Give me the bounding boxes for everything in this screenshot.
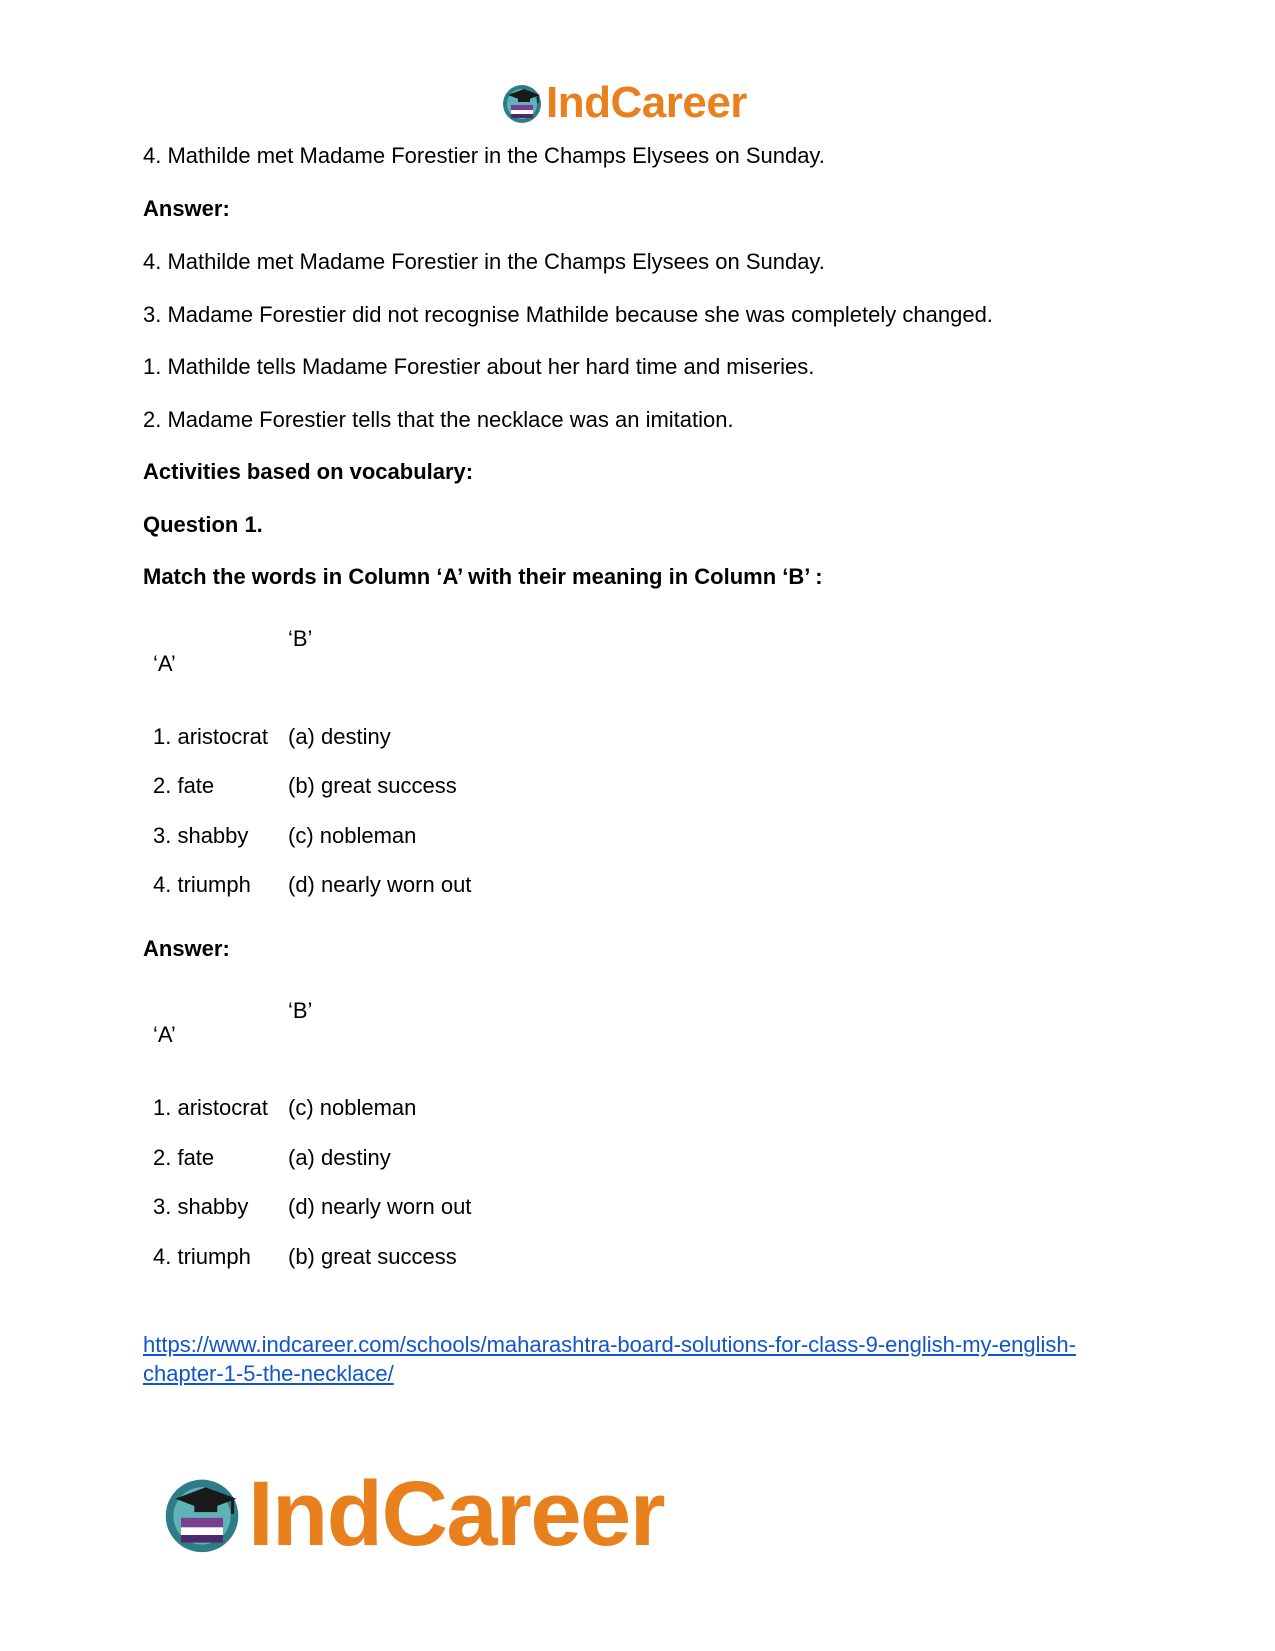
- logo-wordmark: IndCareer: [546, 78, 747, 127]
- table-cell-b: (d) nearly worn out: [288, 872, 472, 897]
- graduation-book-icon: [160, 1472, 244, 1556]
- table-cell-a: 4. triumph: [153, 872, 251, 897]
- header-logo: [500, 80, 747, 126]
- table-cell-a: 4. triumph: [153, 1244, 251, 1269]
- section-heading: Activities based on vocabulary:: [143, 459, 474, 484]
- answer-item: 1. Mathilde tells Madame Forestier about her hard time and miseries.: [143, 354, 815, 379]
- table-cell-b: (b) great success: [288, 1244, 457, 1269]
- column-b-header: ‘B’: [288, 998, 313, 1023]
- table-cell-a: 3. shabby: [153, 1194, 249, 1219]
- graduation-book-icon: [500, 81, 544, 125]
- table-cell-b: (c) nobleman: [288, 823, 417, 848]
- footer-link-line2[interactable]: chapter-1-5-the-necklace/: [143, 1361, 394, 1386]
- answer-item: 4. Mathilde met Madame Forestier in the Champs Elysees on Sunday.: [143, 249, 825, 274]
- instruction-text: Match the words in Column ‘A’ with their meaning in Column ‘B’ :: [143, 564, 823, 589]
- answer-item: 2. Madame Forestier tells that the necklace was an imitation.: [143, 407, 734, 432]
- column-a-header: ‘A’: [153, 651, 176, 676]
- table-cell-b: (c) nobleman: [288, 1095, 417, 1120]
- table-cell-a: 2. fate: [153, 1145, 215, 1170]
- table-cell-a: 1. aristocrat: [153, 724, 268, 749]
- column-a-header: ‘A’: [153, 1022, 176, 1047]
- table-cell-b: (d) nearly worn out: [288, 1194, 472, 1219]
- table-cell-a: 2. fate: [153, 773, 215, 798]
- answer-item: 3. Madame Forestier did not recognise Mathilde because she was completely changed.: [143, 302, 993, 327]
- question-item: 4. Mathilde met Madame Forestier in the Champs Elysees on Sunday.: [143, 143, 825, 168]
- answer-label: Answer:: [143, 936, 230, 961]
- table-cell-a: 1. aristocrat: [153, 1095, 268, 1120]
- table-cell-b: (b) great success: [288, 773, 457, 798]
- table-cell-a: 3. shabby: [153, 823, 249, 848]
- logo-wordmark: IndCareer: [248, 1463, 664, 1565]
- table-cell-b: (a) destiny: [288, 1145, 391, 1170]
- footer-logo: [160, 1463, 664, 1565]
- table-cell-b: (a) destiny: [288, 724, 391, 749]
- answer-label: Answer:: [143, 196, 230, 221]
- footer-link-line1[interactable]: https://www.indcareer.com/schools/maharashtra-board-solutions-for-class-9-english-my-english-: [143, 1332, 1076, 1357]
- question-heading: Question 1.: [143, 512, 263, 537]
- column-b-header: ‘B’: [288, 626, 313, 651]
